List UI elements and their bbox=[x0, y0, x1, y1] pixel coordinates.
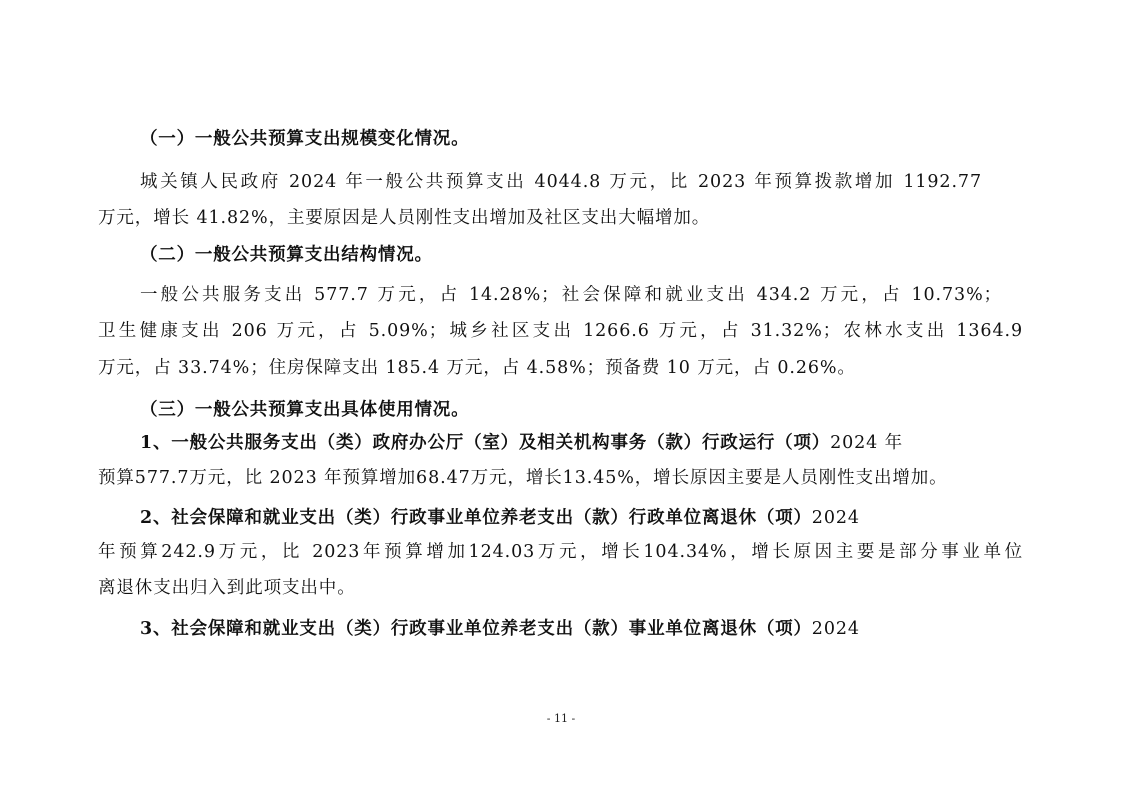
paragraph-structure-line-3: 万元，占 33.74%；住房保障支出 185.4 万元，占 4.58%；预备费 10 万元，占 0.26%。 bbox=[98, 358, 856, 378]
paragraph-scale-line-2: 万元，增长 41.82%，主要原因是人员刚性支出增加及社区支出大幅增加。 bbox=[98, 208, 711, 228]
item-1-title-tail: 2024 年 bbox=[830, 433, 904, 453]
item-3-title-tail: 2024 bbox=[811, 619, 860, 639]
section-heading-usage: （三）一般公共预算支出具体使用情况。 bbox=[140, 400, 470, 420]
item-3-title: 3、社会保障和就业支出（类）行政事业单位养老支出（款）事业单位离退休（项） bbox=[140, 619, 812, 639]
item-1-title: 1、一般公共服务支出（类）政府办公厅（室）及相关机构事务（款）行政运行（项） bbox=[140, 433, 831, 453]
item-1-detail: 预算577.7万元，比 2023 年预算增加68.47万元，增长13.45%，增长原因主要是人员刚性支出增加。 bbox=[98, 468, 948, 488]
paragraph-scale-line-1: 城关镇人民政府 2024 年一般公共预算支出 4044.8 万元，比 2023 年预算拨款增加 1192.77 bbox=[140, 172, 982, 192]
section-heading-scale: （一）一般公共预算支出规模变化情况。 bbox=[140, 129, 470, 149]
item-2-title-row bbox=[140, 506, 1023, 530]
item-3-title-row bbox=[140, 617, 1023, 641]
paragraph-structure-line-2: 卫生健康支出 206 万元，占 5.09%；城乡社区支出 1266.6 万元，占 31.32%；农林水支出 1364.9 bbox=[98, 321, 1023, 341]
paragraph-structure-line-1: 一般公共服务支出 577.7 万元，占 14.28%；社会保障和就业支出 434.2 万元，占 10.73%； bbox=[140, 285, 1002, 305]
item-2-title-tail: 2024 bbox=[811, 508, 860, 528]
item-2-title: 2、社会保障和就业支出（类）行政事业单位养老支出（款）行政单位离退休（项） bbox=[140, 508, 812, 528]
section-heading-structure: （二）一般公共预算支出结构情况。 bbox=[140, 245, 433, 265]
item-1-title-row bbox=[140, 431, 1023, 455]
item-2-detail-line-1: 年预算242.9万元，比 2023年预算增加124.03万元，增长104.34%，增长原因主要是部分事业单位 bbox=[98, 542, 1023, 562]
item-2-detail-line-2: 离退休支出归入到此项支出中。 bbox=[98, 578, 356, 598]
page-number: - 11 - bbox=[546, 712, 576, 725]
